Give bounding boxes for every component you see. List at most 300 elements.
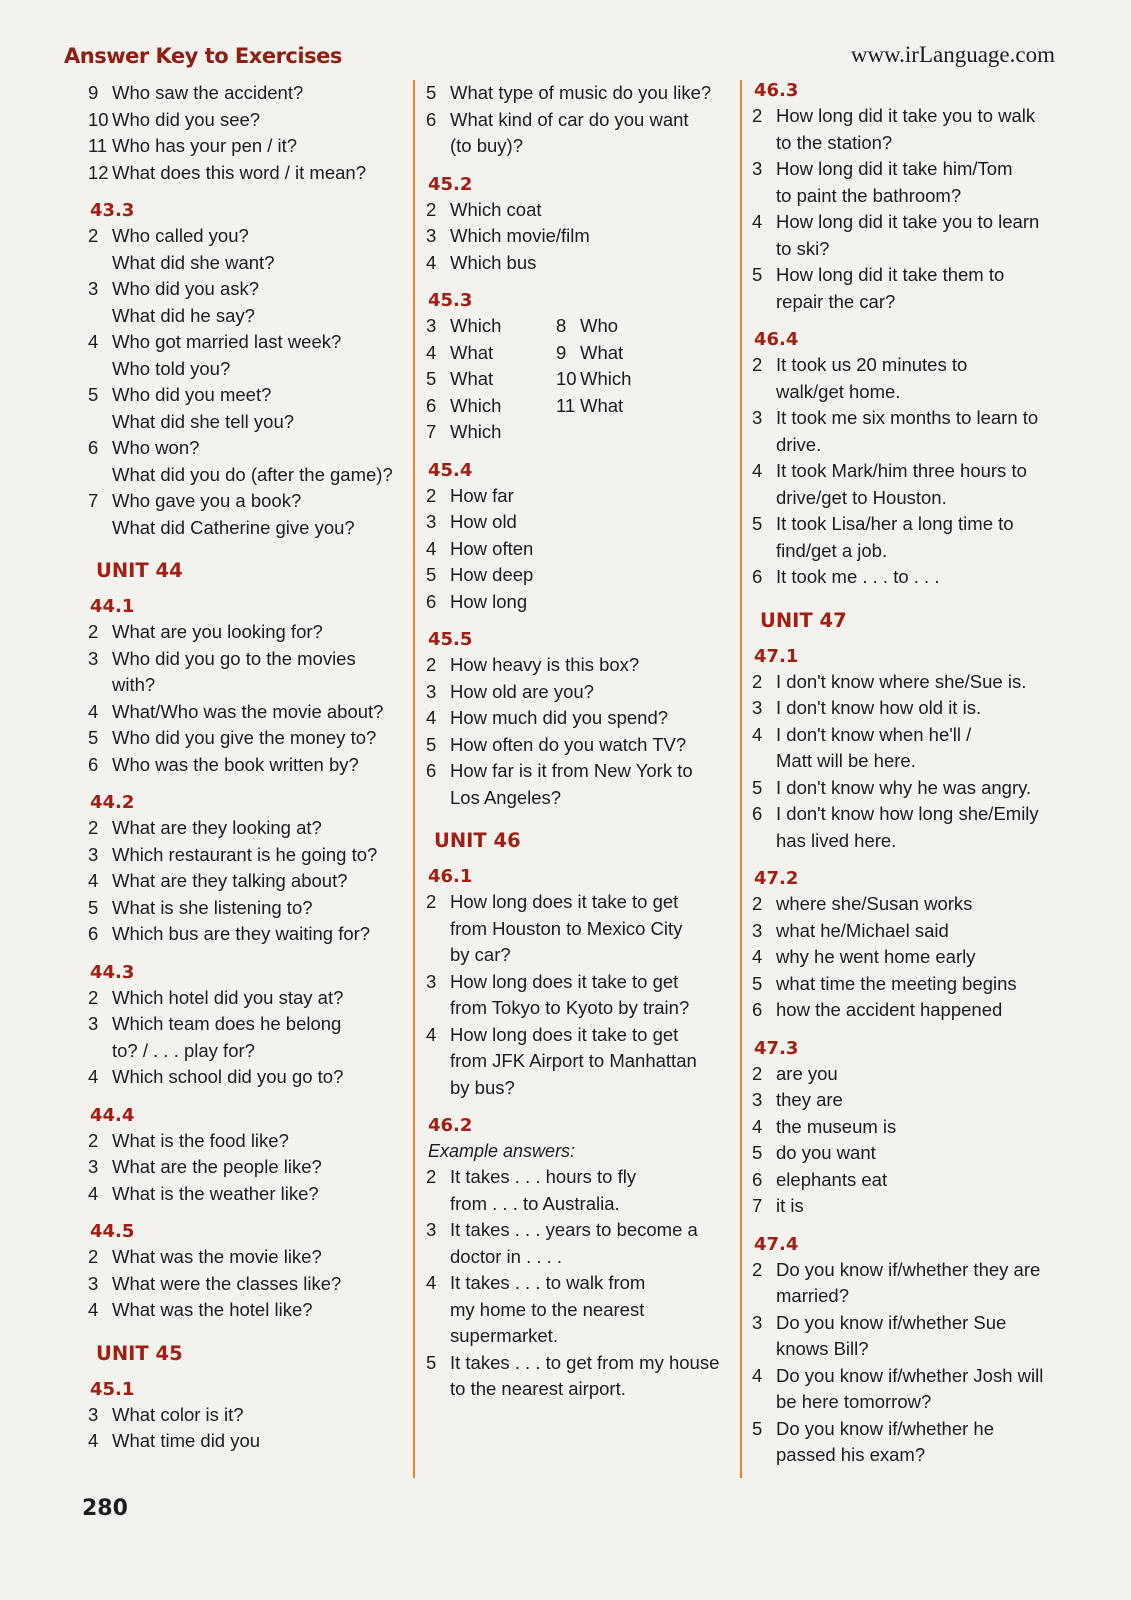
answer-number: 6 xyxy=(426,760,437,781)
answer-item xyxy=(82,80,400,107)
answer-text: It takes . . . hours to fly xyxy=(450,1166,637,1187)
answer-text: How much did you spend? xyxy=(450,707,669,728)
answer-item xyxy=(420,758,725,811)
answer-item xyxy=(82,646,400,699)
answer-number: 3 xyxy=(88,278,99,299)
answer-number: 4 xyxy=(752,723,763,745)
answer-item xyxy=(746,997,1076,1024)
answer-item xyxy=(420,1164,725,1217)
answer-text: How often xyxy=(450,537,534,559)
answer-number: 5 xyxy=(752,513,763,534)
answer-number: 5 xyxy=(88,727,99,748)
answer-item xyxy=(82,276,400,329)
answer-text: walk/get home. xyxy=(776,380,901,402)
answer-number: 10 xyxy=(556,368,577,389)
answer-number: 4 xyxy=(426,707,437,728)
answer-number: 4 xyxy=(752,460,763,481)
answer-item xyxy=(420,80,725,107)
answer-list xyxy=(82,619,400,778)
answer-text: It took us 20 minutes to xyxy=(776,354,968,375)
exercise-section xyxy=(746,868,1076,1024)
exercise-section xyxy=(420,629,725,811)
exercise-section xyxy=(82,962,400,1091)
answer-number: 2 xyxy=(426,484,437,506)
answer-number: 5 xyxy=(88,896,99,918)
exercise-section xyxy=(82,1379,400,1455)
answer-text: drive/get to Houston. xyxy=(776,486,947,508)
answer-number: 3 xyxy=(88,1013,99,1034)
answer-number: 3 xyxy=(752,158,763,179)
exercise-section xyxy=(746,80,1076,315)
answer-item xyxy=(420,652,725,679)
answer-item xyxy=(420,197,725,224)
answer-item xyxy=(82,223,400,276)
answer-text: How long does it take to get xyxy=(450,1023,679,1045)
answer-number: 4 xyxy=(426,537,437,559)
answer-text: find/get a job. xyxy=(776,539,888,561)
exercise-section xyxy=(746,1234,1076,1469)
answer-number: 3 xyxy=(426,511,437,532)
answer-number: 3 xyxy=(426,1219,437,1240)
answer-list xyxy=(746,891,1076,1024)
answer-list xyxy=(420,1164,725,1403)
answer-item xyxy=(82,488,400,541)
answer-text: the museum is xyxy=(776,1115,897,1137)
unit-heading: UNIT 45 xyxy=(96,1341,183,1365)
answer-text: supermarket. xyxy=(450,1325,558,1346)
answer-text: Which team does he belong xyxy=(112,1013,342,1034)
answer-text: it is xyxy=(776,1195,804,1216)
answer-item xyxy=(420,483,725,510)
answer-number: 6 xyxy=(752,566,763,587)
answer-number: 2 xyxy=(88,817,99,838)
exercise-section xyxy=(82,1105,400,1208)
exercise-number-heading: 46.1 xyxy=(428,866,473,887)
answer-text: Who won? xyxy=(112,437,200,458)
answer-text: Which coat xyxy=(450,198,542,220)
answer-number: 5 xyxy=(752,1417,763,1439)
answer-number: 5 xyxy=(752,972,763,994)
answer-text: How long did it take him/Tom xyxy=(776,158,1013,179)
exercise-number-heading: 45.1 xyxy=(90,1378,135,1400)
answer-number: 10 xyxy=(88,108,109,130)
answer-text: be here tomorrow? xyxy=(776,1391,932,1412)
answer-number: 4 xyxy=(752,211,763,232)
answer-item xyxy=(420,889,725,969)
answer-number: 11 xyxy=(556,394,576,416)
answer-number: 2 xyxy=(752,670,763,692)
answer-number: 6 xyxy=(426,590,437,612)
answer-text: they are xyxy=(776,1089,843,1110)
answer-text: What did she tell you? xyxy=(112,410,295,432)
answer-text: how the accident happened xyxy=(776,999,1003,1020)
exercise-number-heading: 47.2 xyxy=(754,868,799,889)
answer-text: Who saw the accident? xyxy=(112,82,304,103)
answer-text: Which bus xyxy=(450,251,537,273)
answer-text: What did she want? xyxy=(112,251,275,273)
answer-number: 5 xyxy=(426,1351,437,1373)
answer-number: 3 xyxy=(426,970,437,992)
answer-text: How far xyxy=(450,484,514,506)
answer-text: What/Who was the movie about? xyxy=(112,700,384,722)
answer-item xyxy=(82,815,400,842)
unit-heading: UNIT 47 xyxy=(760,608,847,632)
answer-number: 6 xyxy=(88,437,99,458)
answer-list xyxy=(82,80,400,186)
answer-text: Who was the book written by? xyxy=(112,753,359,775)
exercise-section xyxy=(82,80,400,186)
answer-text: Which xyxy=(450,421,502,442)
answer-number: 3 xyxy=(88,1403,99,1425)
answer-text: elephants eat xyxy=(776,1168,888,1190)
exercise-section xyxy=(420,866,725,1101)
answer-item xyxy=(746,209,1076,262)
answer-text: Which xyxy=(450,394,502,416)
answer-text: from Houston to Mexico City xyxy=(450,917,683,939)
answer-number: 2 xyxy=(88,1129,99,1151)
answer-item xyxy=(746,1140,1076,1167)
answer-item xyxy=(420,250,725,277)
answer-text: It takes . . . to walk from xyxy=(450,1272,646,1293)
answer-item xyxy=(82,1271,400,1298)
answer-number: 6 xyxy=(88,753,99,775)
answer-text: Who did you ask? xyxy=(112,278,260,299)
answer-text: what he/Michael said xyxy=(776,919,949,941)
answer-list xyxy=(82,985,400,1091)
answer-item xyxy=(82,1064,400,1091)
answer-item xyxy=(746,1087,1076,1114)
answer-text: Do you know if/whether Sue xyxy=(776,1311,1007,1333)
exercise-number-heading: 43.3 xyxy=(90,200,135,221)
exercise-number-heading: 47.1 xyxy=(754,645,799,667)
exercise-section xyxy=(420,290,725,446)
answer-item xyxy=(746,511,1076,564)
answer-list xyxy=(82,1128,400,1208)
column-divider xyxy=(413,80,415,1478)
answer-text: from Tokyo to Kyoto by train? xyxy=(450,997,690,1018)
answer-number: 4 xyxy=(88,1066,99,1087)
answer-text: to ski? xyxy=(776,237,830,259)
answer-item xyxy=(420,340,550,367)
answer-item xyxy=(82,619,400,646)
answer-list xyxy=(746,669,1076,855)
answer-list xyxy=(746,103,1076,315)
answer-number: 6 xyxy=(88,923,99,944)
answer-text: How long xyxy=(450,590,528,612)
answer-list xyxy=(420,313,725,446)
answer-text: passed his exam? xyxy=(776,1444,926,1465)
answer-item xyxy=(746,405,1076,458)
answer-number: 2 xyxy=(88,1246,99,1267)
answer-text: Who xyxy=(580,315,619,336)
exercise-section xyxy=(82,200,400,541)
answer-number: 3 xyxy=(752,697,763,718)
answer-number: 2 xyxy=(88,225,99,246)
answer-number: 2 xyxy=(88,986,99,1008)
answer-item xyxy=(746,1257,1076,1310)
answer-number: 9 xyxy=(556,341,567,363)
answer-text: Which hotel did you stay at? xyxy=(112,986,344,1008)
answer-text: What was the hotel like? xyxy=(112,1299,313,1320)
answer-text: How long did it take them to xyxy=(776,264,1005,285)
answer-number: 6 xyxy=(426,394,437,416)
answer-item xyxy=(82,160,400,187)
answer-text: It took me . . . to . . . xyxy=(776,566,940,587)
exercise-section xyxy=(746,1038,1076,1220)
answer-text: What type of music do you like? xyxy=(450,82,712,103)
answer-number: 3 xyxy=(426,315,437,336)
answer-text: What xyxy=(580,341,624,363)
answer-list xyxy=(746,1257,1076,1469)
answer-item xyxy=(550,313,690,340)
answer-text: What xyxy=(450,341,494,363)
answer-text: It takes . . . to get from my house xyxy=(450,1351,720,1373)
answer-text: What time did you xyxy=(112,1430,261,1451)
answer-item xyxy=(82,868,400,895)
answer-item xyxy=(746,1363,1076,1416)
answer-list xyxy=(82,815,400,948)
exercise-section xyxy=(420,1115,725,1403)
answer-item xyxy=(420,1217,725,1270)
answer-number: 7 xyxy=(752,1195,763,1216)
answer-list xyxy=(420,652,725,811)
answer-number: 6 xyxy=(752,999,763,1020)
answer-text: What are they talking about? xyxy=(112,870,348,891)
answer-text: Which school did you go to? xyxy=(112,1066,344,1087)
answer-text: I don't know when he'll / xyxy=(776,723,972,745)
answer-text: married? xyxy=(776,1285,849,1306)
answer-text: to? / . . . play for? xyxy=(112,1039,255,1061)
answer-text: to paint the bathroom? xyxy=(776,184,962,206)
answer-item xyxy=(746,1167,1076,1194)
answer-item xyxy=(420,705,725,732)
answer-item xyxy=(420,1270,725,1350)
answer-text: knows Bill? xyxy=(776,1338,869,1359)
answer-text: Matt will be here. xyxy=(776,750,916,771)
answer-text: What is the food like? xyxy=(112,1129,289,1151)
answer-item xyxy=(420,732,725,759)
answer-text: How old xyxy=(450,511,517,532)
exercise-number-heading: 46.2 xyxy=(428,1115,473,1136)
exercise-number-heading: 44.1 xyxy=(90,596,135,617)
column-divider xyxy=(740,80,742,1478)
exercise-section xyxy=(82,596,400,778)
answer-number: 5 xyxy=(426,82,437,103)
answer-text: Do you know if/whether they are xyxy=(776,1258,1041,1280)
answer-item xyxy=(746,103,1076,156)
answer-text: with? xyxy=(112,674,156,695)
answer-item xyxy=(550,393,690,420)
answer-text: Who did you go to the movies xyxy=(112,647,356,669)
answer-number: 4 xyxy=(88,700,99,722)
exercise-section xyxy=(420,174,725,277)
exercise-section xyxy=(82,792,400,948)
answer-text: What were the classes like? xyxy=(112,1272,342,1294)
exercise-number-heading: 44.5 xyxy=(90,1221,135,1242)
answer-number: 3 xyxy=(88,1156,99,1177)
answer-number: 2 xyxy=(752,1258,763,1280)
answer-text: I don't know where she/Sue is. xyxy=(776,670,1027,692)
answer-list xyxy=(82,223,400,541)
answer-text: What is the weather like? xyxy=(112,1182,319,1204)
answer-text: It takes . . . years to become a xyxy=(450,1219,698,1240)
answer-text: Who called you? xyxy=(112,225,249,246)
answer-item xyxy=(746,1416,1076,1469)
answer-item xyxy=(82,895,400,922)
answer-number: 2 xyxy=(426,198,437,220)
answer-number: 4 xyxy=(752,1115,763,1137)
answer-number: 3 xyxy=(752,1089,763,1110)
answer-number: 5 xyxy=(88,384,99,405)
answer-text: What did you do (after the game)? xyxy=(112,463,393,485)
answer-number: 5 xyxy=(426,564,437,585)
answer-number: 2 xyxy=(752,893,763,914)
answer-item xyxy=(746,722,1076,775)
answer-item xyxy=(420,1350,725,1403)
answer-item xyxy=(420,509,725,536)
answer-number: 2 xyxy=(426,891,437,912)
unit-heading: UNIT 44 xyxy=(96,559,183,582)
answer-text: What kind of car do you want xyxy=(450,108,689,130)
answer-item xyxy=(746,262,1076,315)
answer-number: 9 xyxy=(88,82,99,103)
answer-number: 3 xyxy=(426,680,437,702)
answer-list xyxy=(420,80,725,160)
answer-number: 5 xyxy=(752,264,763,285)
answer-item xyxy=(746,695,1076,722)
exercise-section xyxy=(746,646,1076,855)
answer-item xyxy=(82,921,400,948)
answer-text: by bus? xyxy=(450,1076,515,1098)
example-answers-note: Example answers: xyxy=(428,1141,576,1161)
answer-item xyxy=(420,679,725,706)
column-3 xyxy=(746,80,1076,1469)
answer-item xyxy=(746,1061,1076,1088)
exercise-section xyxy=(420,460,725,616)
answer-text: Who told you? xyxy=(112,357,231,379)
answer-number: 2 xyxy=(752,1062,763,1084)
answer-text: What does this word / it mean? xyxy=(112,161,366,183)
answer-item xyxy=(746,669,1076,696)
answer-list xyxy=(420,889,725,1101)
answer-item xyxy=(420,107,725,160)
answer-text: What are they looking at? xyxy=(112,817,322,838)
answer-number: 4 xyxy=(752,1364,763,1386)
exercise-number-heading: 44.3 xyxy=(90,961,135,983)
answer-number: 4 xyxy=(88,870,99,891)
answer-number: 12 xyxy=(88,161,109,183)
answer-item xyxy=(82,752,400,779)
answer-number: 5 xyxy=(752,1142,763,1163)
answer-item xyxy=(746,564,1076,591)
answer-list xyxy=(746,352,1076,591)
answer-number: 5 xyxy=(426,368,437,389)
answer-item xyxy=(82,435,400,488)
answer-text: What did he say? xyxy=(112,304,255,326)
answer-text: What xyxy=(450,368,494,389)
answer-number: 4 xyxy=(88,1299,99,1320)
answer-text: to the station? xyxy=(776,131,893,153)
answer-text: Which movie/film xyxy=(450,225,590,246)
answer-text: What color is it? xyxy=(112,1403,244,1425)
answer-text: repair the car? xyxy=(776,290,896,312)
answer-number: 3 xyxy=(426,225,437,246)
answer-item xyxy=(746,1193,1076,1220)
answer-item xyxy=(550,366,690,393)
answer-text: Los Angeles? xyxy=(450,786,562,808)
answer-text: do you want xyxy=(776,1142,876,1163)
answer-text: How deep xyxy=(450,564,534,585)
answer-text: Who did you give the money to? xyxy=(112,727,377,748)
answer-item xyxy=(420,223,725,250)
answer-text: How long did it take you to learn xyxy=(776,211,1040,232)
answer-text: How long does it take to get xyxy=(450,970,679,992)
answer-item xyxy=(420,419,550,446)
answer-number: 4 xyxy=(88,331,99,352)
answer-item xyxy=(82,329,400,382)
answer-text: It took Lisa/her a long time to xyxy=(776,513,1014,534)
answer-list xyxy=(82,1402,400,1455)
answer-number: 4 xyxy=(426,1023,437,1045)
answer-text: to the nearest airport. xyxy=(450,1378,626,1399)
column-2 xyxy=(420,80,725,1403)
website-url[interactable]: www.irLanguage.com xyxy=(850,42,1055,67)
answer-text: How old are you? xyxy=(450,680,594,702)
answer-number: 5 xyxy=(752,776,763,798)
answer-item xyxy=(82,382,400,435)
exercise-number-heading: 45.4 xyxy=(428,459,473,481)
column-1 xyxy=(82,80,400,1455)
answer-text: Which xyxy=(450,315,502,336)
answer-item xyxy=(82,133,400,160)
answer-number: 7 xyxy=(426,421,437,442)
answer-number: 4 xyxy=(88,1182,99,1204)
exercise-section xyxy=(746,329,1076,591)
exercise-section xyxy=(82,1221,400,1324)
answer-item xyxy=(746,891,1076,918)
answer-item xyxy=(420,393,550,420)
exercise-number-heading: 47.3 xyxy=(754,1037,799,1059)
answer-text: How often do you watch TV? xyxy=(450,733,687,755)
answer-text: What are the people like? xyxy=(112,1156,322,1177)
answer-text: What are you looking for? xyxy=(112,621,323,642)
exercise-number-heading: 44.2 xyxy=(90,792,135,813)
answer-text: (to buy)? xyxy=(450,135,524,156)
answer-item xyxy=(420,589,725,616)
answer-number: 3 xyxy=(88,1272,99,1294)
answer-item xyxy=(420,562,725,589)
answer-item xyxy=(420,969,725,1022)
answer-item xyxy=(420,1022,725,1102)
answer-number: 6 xyxy=(426,108,437,130)
answer-text: why he went home early xyxy=(776,946,976,967)
answer-number: 4 xyxy=(88,1430,99,1451)
unit-heading: UNIT 46 xyxy=(434,829,521,852)
answer-text: How heavy is this box? xyxy=(450,654,640,675)
answer-text: What was the movie like? xyxy=(112,1246,322,1267)
answer-item xyxy=(746,801,1076,854)
answer-text: my home to the nearest xyxy=(450,1298,645,1320)
answer-number: 6 xyxy=(752,1168,763,1190)
answer-number: 11 xyxy=(88,135,108,156)
answer-text: Do you know if/whether Josh will xyxy=(776,1364,1044,1386)
answer-text: Do you know if/whether he xyxy=(776,1417,995,1439)
page-number: 280 xyxy=(82,1496,128,1521)
answer-item xyxy=(82,1011,400,1064)
answer-text: Which bus are they waiting for? xyxy=(112,923,371,944)
answer-list xyxy=(746,1061,1076,1220)
answer-item xyxy=(746,775,1076,802)
